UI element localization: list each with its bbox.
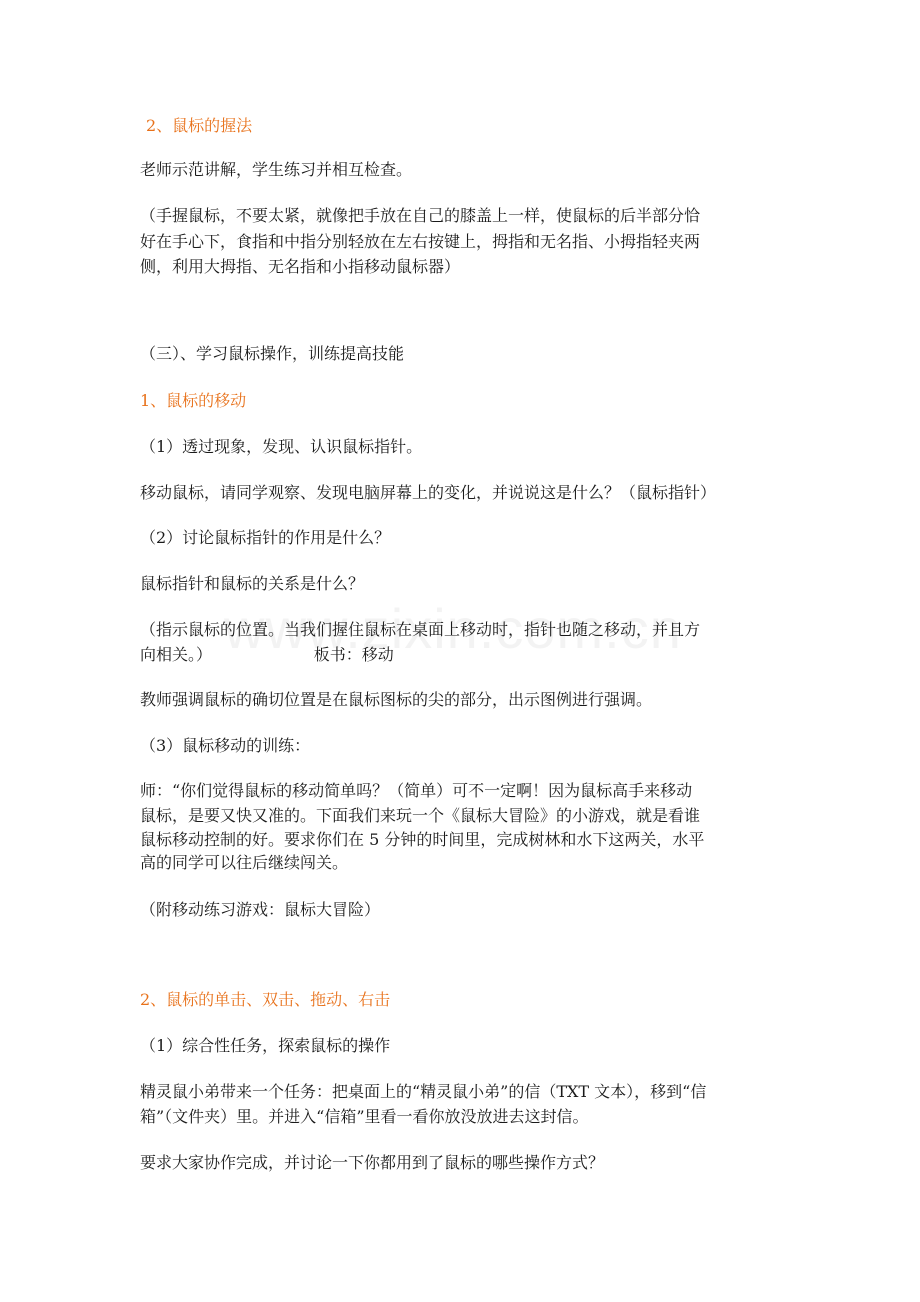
paragraph: （3）鼠标移动的训练： bbox=[140, 736, 311, 755]
paragraph-line: 鼠标，是要又快又准的。下面我们来玩一个《鼠标大冒险》的小游戏，就是看谁 bbox=[140, 806, 701, 825]
paragraph: 要求大家协作完成，并讨论一下你都用到了鼠标的哪些操作方式？ bbox=[140, 1153, 605, 1172]
paragraph-line: 精灵鼠小弟带来一个任务：把桌面上的“精灵鼠小弟”的信（TXT 文本），移到“信 bbox=[140, 1082, 707, 1101]
section-heading: 2、鼠标的单击、双击、拖动、右击 bbox=[140, 990, 391, 1009]
paragraph: 教师强调鼠标的确切位置是在鼠标图标的尖的部分，出示图例进行强调。 bbox=[140, 690, 653, 709]
paragraph-line: （指示鼠标的位置。当我们握住鼠标在桌面上移动时，指针也随之移动，并且方 bbox=[140, 620, 701, 639]
subsection-title: （三）、学习鼠标操作，训练提高技能 bbox=[140, 344, 405, 363]
paragraph-line: 高的同学可以往后继续闯关。 bbox=[140, 853, 349, 872]
paragraph-line: 鼠标移动控制的好。要求你们在 5 分钟的时间里，完成树林和水下这两关，水平 bbox=[140, 830, 705, 849]
section-heading: 2、鼠标的握法 bbox=[146, 116, 253, 135]
paragraph-line: 师：“你们觉得鼠标的移动简单吗？（简单）可不一定啊！因为鼠标高手来移动 bbox=[140, 781, 693, 800]
paragraph: 老师示范讲解，学生练习并相互检查。 bbox=[140, 160, 413, 179]
paragraph: （1）透过现象，发现、认识鼠标指针。 bbox=[140, 437, 423, 456]
paragraph: 鼠标指针和鼠标的关系是什么？ bbox=[140, 574, 365, 593]
section-heading: 1、鼠标的移动 bbox=[140, 391, 247, 410]
paragraph: （附移动练习游戏：鼠标大冒险） bbox=[140, 900, 381, 919]
paragraph: （2）讨论鼠标指针的作用是什么？ bbox=[140, 528, 391, 547]
paragraph: （1）综合性任务，探索鼠标的操作 bbox=[140, 1036, 391, 1055]
paragraph-line: （手握鼠标，不要太紧，就像把手放在自己的膝盖上一样，使鼠标的后半部分恰 bbox=[140, 206, 701, 225]
paragraph: 移动鼠标，请同学观察、发现电脑屏幕上的变化，并说说这是什么？（鼠标指针） bbox=[140, 483, 717, 502]
paragraph-line: 侧，利用大拇指、无名指和小指移动鼠标器） bbox=[140, 257, 461, 276]
paragraph-line: 好在手心下，食指和中指分别轻放在左右按键上，拇指和无名指、小拇指轻夹两 bbox=[140, 232, 701, 251]
paragraph-line: 向相关。） 板书：移动 bbox=[140, 645, 394, 664]
paragraph-line: 箱”（文件夹）里。并进入“信箱”里看一看你放没放进去这封信。 bbox=[140, 1107, 589, 1126]
